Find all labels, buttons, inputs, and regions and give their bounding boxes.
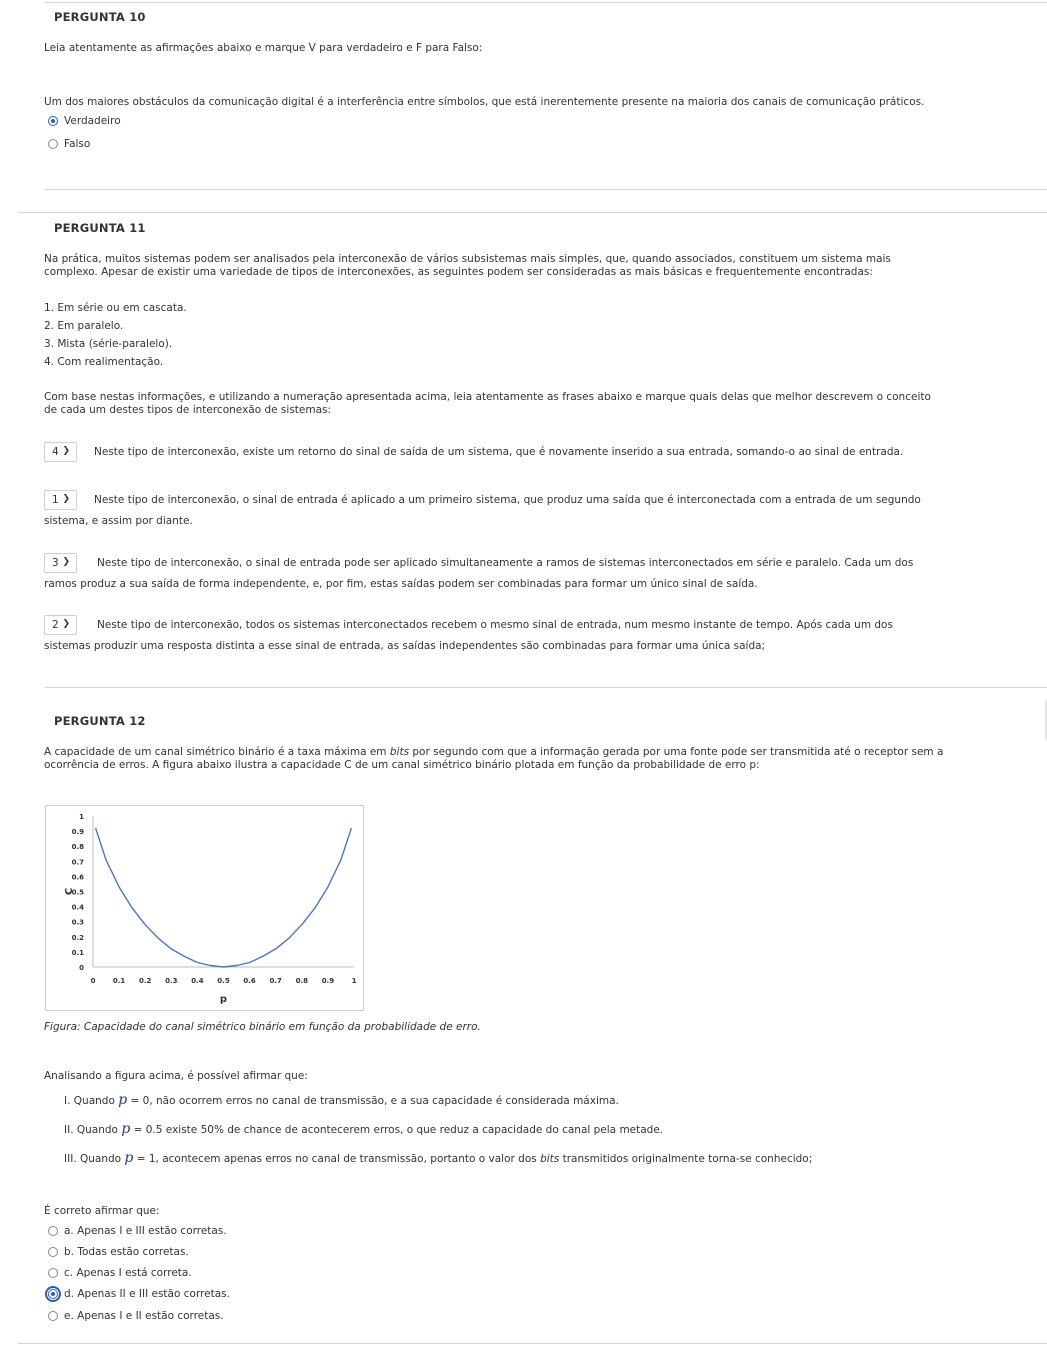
divider (45, 2, 1047, 3)
match-select[interactable] (44, 490, 77, 510)
divider (45, 189, 1047, 190)
question-title: PERGUNTA 12 (54, 714, 146, 728)
radio-falso[interactable] (48, 139, 58, 149)
divider (18, 1343, 1047, 1344)
x-tick-label: 0.1 (112, 977, 126, 985)
radio-label-verdadeiro[interactable]: Verdadeiro (64, 115, 121, 127)
list-item: 3. Mista (série-paralelo). (44, 338, 173, 350)
match-select-value: 1 (52, 494, 59, 506)
list-item: 2. Em paralelo. (44, 320, 124, 332)
list-item: 1. Em série ou em cascata. (44, 302, 187, 314)
radio-label-option-a[interactable]: a. Apenas I e III estão corretas. (64, 1225, 227, 1237)
match-select[interactable] (44, 615, 77, 635)
list-item: 4. Com realimentação. (44, 356, 164, 368)
question-title: PERGUNTA 11 (54, 221, 146, 235)
divider (18, 212, 1047, 213)
chevron-down-icon: ❯ (62, 557, 70, 567)
y-tick-label: 0.9 (71, 828, 84, 837)
radio-label-option-e[interactable]: e. Apenas I e II estão corretas. (64, 1310, 224, 1322)
radio-option-c[interactable] (48, 1268, 58, 1278)
question-intro: A capacidade de um canal simétrico binário é a taxa máxima em bits por segundo com que a informação gerada por uma fonte pode ser transmitida até o receptor sem a (44, 746, 944, 758)
match-select-value: 3 (52, 557, 59, 569)
radio-option-a[interactable] (48, 1226, 58, 1236)
match-statement: ramos produz a sua saída de forma independente, e, por fim, estas saídas podem ser combinadas para formar um único sinal de saída. (44, 578, 758, 590)
radio-option-e[interactable] (48, 1311, 58, 1321)
y-tick-label: 1 (79, 813, 84, 821)
match-select-value: 4 (52, 446, 59, 458)
match-statement: Neste tipo de interconexão, o sinal de entrada é aplicado a um primeiro sistema, que produz uma saída que é interconectada com a entrada de um segundo (94, 494, 921, 506)
statement-iii: III. Quando p = 1, acontecem apenas erros no canal de transmissão, portanto o valor dos bits transmitidos originalmente torna-se conhecido; (64, 1150, 813, 1166)
y-tick-label: 0.4 (71, 903, 84, 912)
radio-label-falso[interactable]: Falso (64, 138, 91, 150)
radio-option-d[interactable] (48, 1289, 58, 1299)
radio-option-b[interactable] (48, 1247, 58, 1257)
x-tick-label: 0.9 (321, 977, 335, 985)
question-intro: Na prática, muitos sistemas podem ser analisados pela interconexão de vários subsistemas mais simples, que, quando associados, constituem um sistema mais (44, 253, 891, 265)
y-tick-label: 0.3 (71, 918, 84, 927)
x-tick-label: 0.6 (243, 977, 256, 985)
x-tick-label: 0.3 (165, 977, 178, 985)
chevron-down-icon: ❯ (62, 494, 70, 504)
match-select-value: 2 (52, 619, 59, 631)
x-tick-label: 0.8 (295, 977, 309, 985)
x-tick-label: 0.4 (191, 977, 204, 985)
y-tick-label: 0.7 (71, 858, 84, 867)
statement-ii: II. Quando p = 0.5 existe 50% de chance de acontecerem erros, o que reduz a capacidade do canal pela metade. (64, 1121, 664, 1137)
series-line-capacity (96, 828, 352, 967)
y-tick-label: 0 (79, 964, 84, 972)
match-select[interactable] (44, 442, 77, 462)
chevron-down-icon: ❯ (62, 446, 70, 456)
radio-label-option-c[interactable]: c. Apenas I está correta. (64, 1267, 192, 1279)
radio-label-option-d[interactable]: d. Apenas II e III estão corretas. (64, 1288, 230, 1300)
match-statement: Neste tipo de interconexão, o sinal de entrada pode ser aplicado simultaneamente a ramos de sistemas interconectados em série e paralelo. Cada um dos (97, 557, 914, 569)
capacity-chart-figure (45, 805, 364, 1011)
question-statement: Um dos maiores obstáculos da comunicação digital é a interferência entre símbolos, que está inerentemente presente na maioria dos canais de comunicação práticos. (44, 96, 925, 108)
x-tick-label: 0.7 (269, 977, 282, 985)
question-title: PERGUNTA 10 (54, 10, 146, 24)
radio-label-option-b[interactable]: b. Todas estão corretas. (64, 1246, 189, 1258)
match-statement: sistema, e assim por diante. (44, 515, 193, 527)
capacity-chart (46, 806, 363, 1010)
question-instruction: Analisando a figura acima, é possível afirmar que: (44, 1070, 308, 1082)
match-select[interactable] (44, 553, 77, 573)
y-tick-label: 0.5 (71, 888, 84, 897)
divider (45, 687, 1047, 688)
question-intro: ocorrência de erros. A figura abaixo ilustra a capacidade C de um canal simétrico binário plotada em função da probabilidade de erro p: (44, 759, 760, 771)
y-tick-label: 0.8 (71, 843, 84, 852)
y-tick-label: 0.6 (71, 873, 84, 882)
question-instruction: Com base nestas informações, e utilizando a numeração apresentada acima, leia atentamente as frases abaixo e marque quais delas que melhor descrevem o conceito (44, 391, 931, 403)
question-instruction: Leia atentamente as afirmações abaixo e marque V para verdadeiro e F para Falso: (44, 42, 483, 54)
x-axis-label: p (219, 994, 228, 1005)
question-prompt: É correto afirmar que: (44, 1205, 160, 1217)
chevron-down-icon: ❯ (62, 619, 70, 629)
x-tick-label: 0.2 (138, 977, 152, 985)
y-tick-label: 0.1 (71, 948, 84, 957)
y-tick-label: 0.2 (71, 933, 84, 942)
match-statement: sistemas produzir uma resposta distinta a esse sinal de entrada, as saídas independentes são combinadas para formar uma única saída; (44, 640, 766, 652)
x-tick-label: 1 (351, 977, 357, 985)
question-instruction: de cada um destes tipos de interconexão de sistemas: (44, 404, 332, 416)
statement-i: I. Quando p = 0, não ocorrem erros no canal de transmissão, e a sua capacidade é considerada máxima. (64, 1092, 619, 1108)
question-intro: complexo. Apesar de existir uma variedade de tipos de interconexões, as seguintes podem ser consideradas as mais básicas e frequentemente encontradas: (44, 266, 873, 278)
figure-caption: Figura: Capacidade do canal simétrico binário em função da probabilidade de erro. (44, 1021, 481, 1033)
match-statement: Neste tipo de interconexão, existe um retorno do sinal de saída de um sistema, que é novamente inserido a sua entrada, somando-o ao sinal de entrada. (94, 446, 904, 458)
radio-verdadeiro[interactable] (48, 116, 58, 126)
match-statement: Neste tipo de interconexão, todos os sistemas interconectados recebem o mesmo sinal de entrada, num mesmo instante de tempo. Após cada um dos (97, 619, 893, 631)
y-axis-label: C (64, 887, 75, 896)
x-tick-label: 0.5 (217, 977, 230, 985)
x-tick-label: 0 (90, 977, 96, 985)
